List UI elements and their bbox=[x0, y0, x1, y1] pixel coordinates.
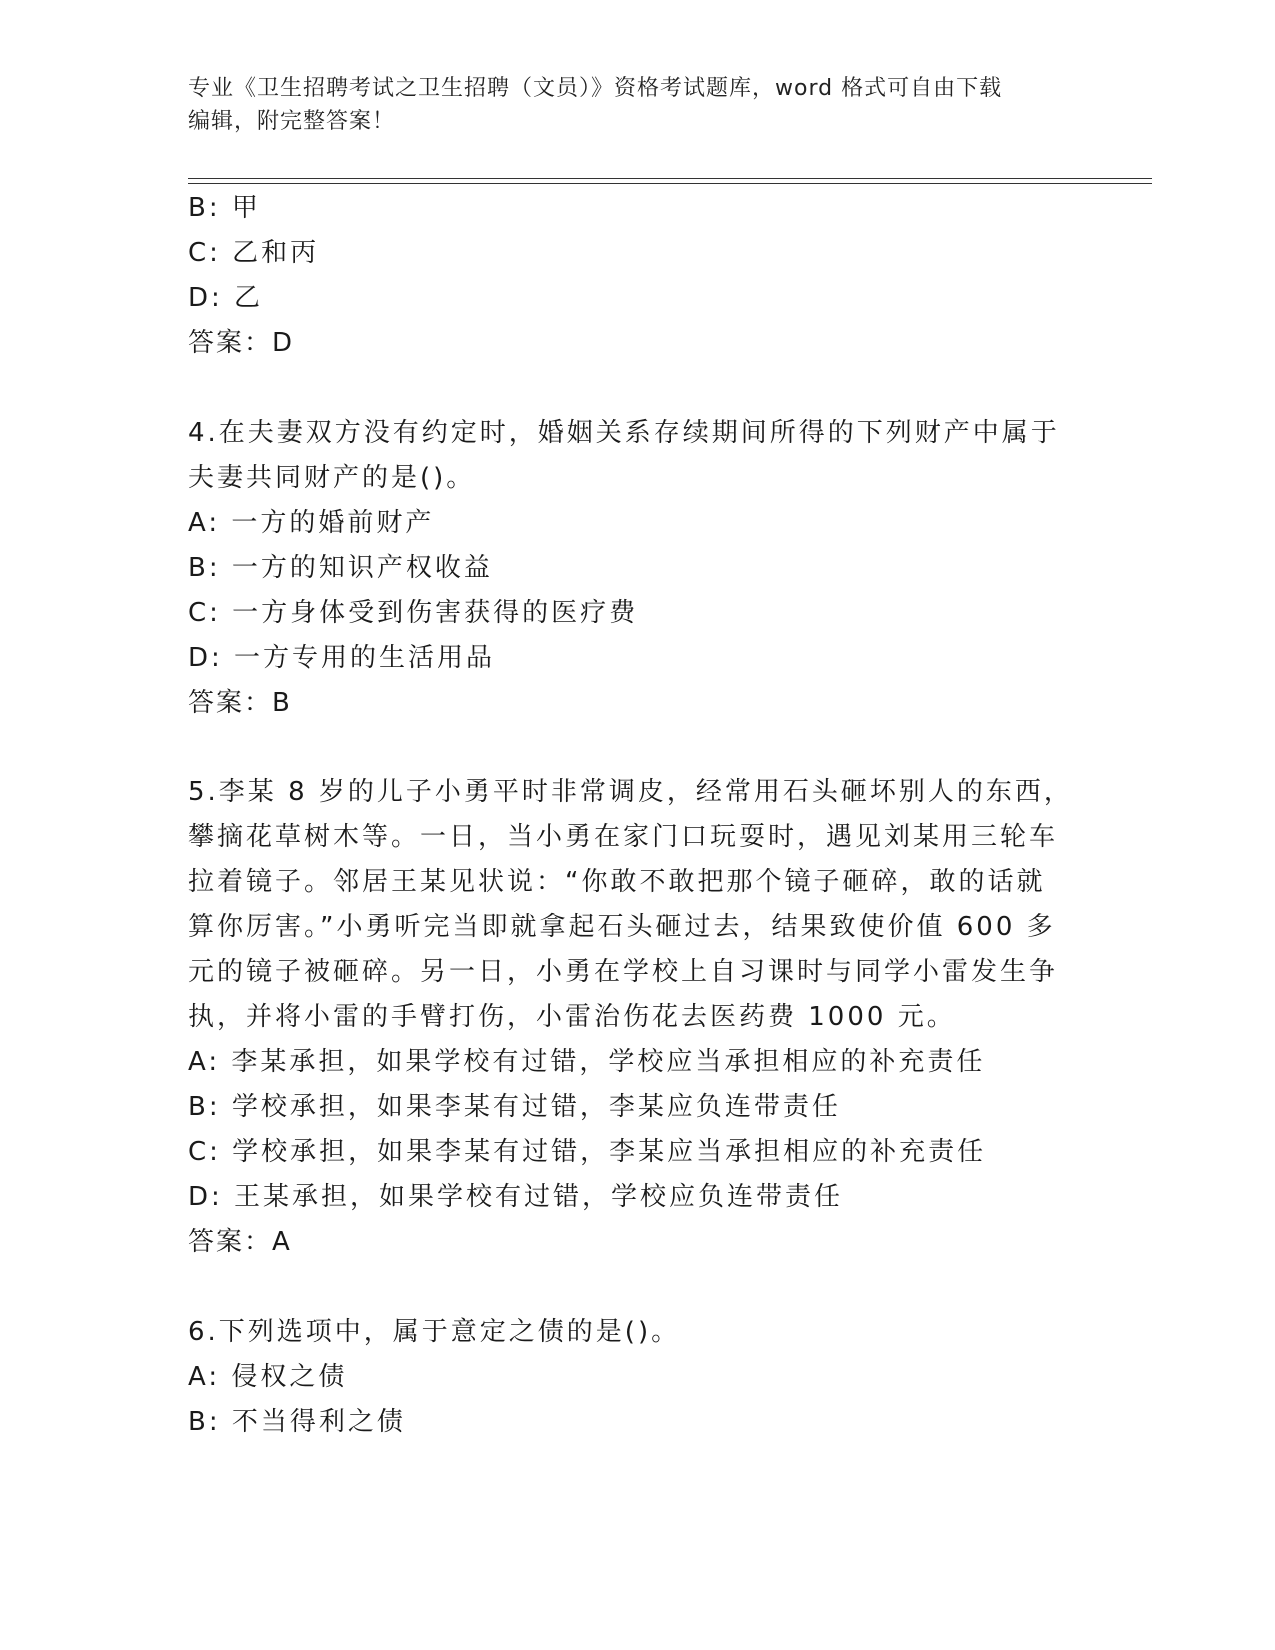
header-rule-top bbox=[188, 178, 1152, 179]
q4-answer-label: 答案： bbox=[188, 688, 273, 718]
q3-answer-label: 答案： bbox=[188, 328, 273, 358]
header-line-2: 编辑，附完整答案！ bbox=[188, 109, 396, 134]
q6-stem-line-1: 6.下列选项中，属于意定之债的是()。 bbox=[188, 1317, 681, 1347]
q5-stem-line-4: 算你厉害。”小勇听完当即就拿起石头砸过去，结果致使价值 600 多 bbox=[188, 912, 1056, 942]
page-header bbox=[188, 72, 1088, 138]
q5-stem-line-2: 攀摘花草树木等。一日，当小勇在家门口玩耍时，遇见刘某用三轮车 bbox=[188, 822, 1059, 852]
q3-option-d: D: 乙 bbox=[188, 283, 264, 313]
q5-stem-line-1: 5.李某 8 岁的儿子小勇平时非常调皮，经常用石头砸坏别人的东西， bbox=[188, 777, 1073, 807]
q3-option-c: C: 乙和丙 bbox=[188, 238, 320, 268]
q5-option-a: A: 李某承担，如果学校有过错，学校应当承担相应的补充责任 bbox=[188, 1047, 986, 1077]
q4-answer bbox=[188, 688, 291, 718]
q5-stem-line-6: 执，并将小雷的手臂打伤，小雷治伤花去医药费 1000 元。 bbox=[188, 1002, 956, 1032]
q4-option-a: A: 一方的婚前财产 bbox=[188, 508, 435, 538]
q4-option-b: B: 一方的知识产权收益 bbox=[188, 553, 493, 583]
q6-option-a: A: 侵权之债 bbox=[188, 1362, 348, 1392]
q5-option-c: C: 学校承担，如果李某有过错，李某应当承担相应的补充责任 bbox=[188, 1137, 987, 1167]
q5-answer-value: A bbox=[272, 1227, 291, 1257]
q4-stem-line-1: 4.在夫妻双方没有约定时，婚姻关系存续期间所得的下列财产中属于 bbox=[188, 418, 1060, 448]
q6-option-b: B: 不当得利之债 bbox=[188, 1407, 406, 1437]
q4-answer-value: B bbox=[272, 688, 291, 718]
q5-answer-label: 答案： bbox=[188, 1227, 273, 1257]
header-rule-bottom bbox=[188, 183, 1152, 184]
q5-option-d: D: 王某承担，如果学校有过错，学校应负连带责任 bbox=[188, 1182, 844, 1212]
q3-answer bbox=[188, 328, 293, 358]
q3-option-b: B: 甲 bbox=[188, 193, 261, 223]
q5-option-b: B: 学校承担，如果李某有过错，李某应负连带责任 bbox=[188, 1092, 841, 1122]
q5-stem-line-5: 元的镜子被砸碎。另一日，小勇在学校上自习课时与同学小雷发生争 bbox=[188, 957, 1059, 987]
q5-answer bbox=[188, 1227, 291, 1257]
q4-option-c: C: 一方身体受到伤害获得的医疗费 bbox=[188, 598, 639, 628]
q4-option-d: D: 一方专用的生活用品 bbox=[188, 643, 496, 673]
q5-stem-line-3: 拉着镜子。邻居王某见状说：“你敢不敢把那个镜子砸碎，敢的话就 bbox=[188, 867, 1046, 897]
q3-answer-value: D bbox=[272, 328, 294, 358]
q4-stem-line-2: 夫妻共同财产的是()。 bbox=[188, 463, 476, 493]
header-line-1: 专业《卫生招聘考试之卫生招聘（文员）》资格考试题库，word 格式可自由下载 bbox=[188, 76, 1003, 101]
